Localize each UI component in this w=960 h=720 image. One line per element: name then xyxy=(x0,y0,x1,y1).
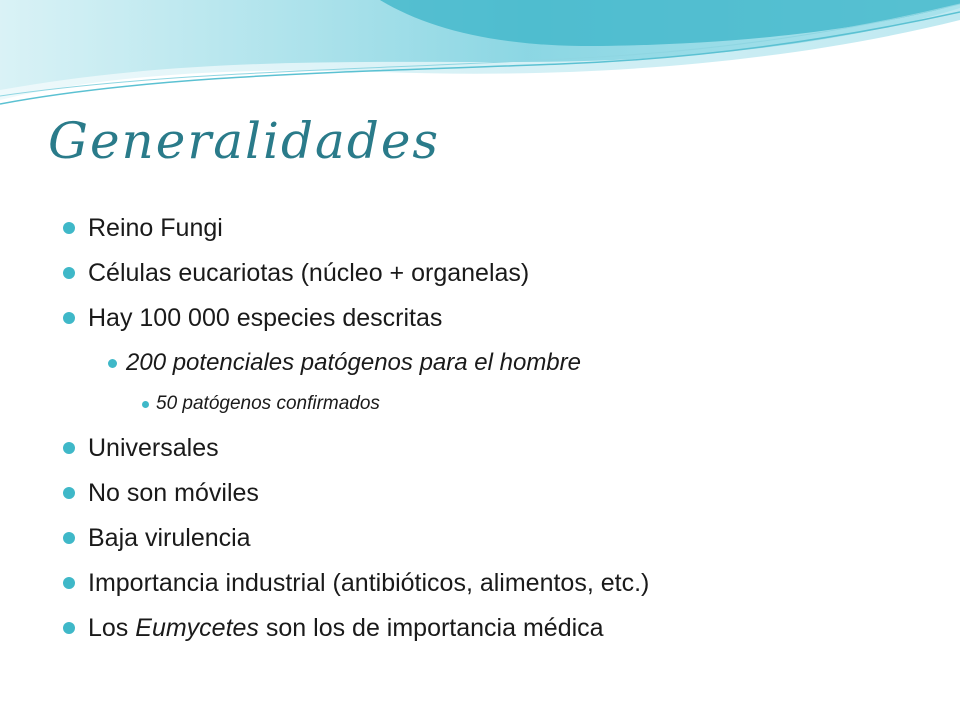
bullet-list xyxy=(62,208,942,653)
bullet-item xyxy=(62,608,942,653)
bullet-text: No son móviles xyxy=(88,479,259,507)
bullet-dot-icon xyxy=(63,312,75,324)
decorative-wave-header xyxy=(0,0,960,110)
sub-bullet-item xyxy=(62,343,942,388)
bullet-text-prefix: Los xyxy=(88,614,136,642)
bullet-item xyxy=(62,518,942,563)
bullet-dot-icon xyxy=(63,487,75,499)
bullet-text: Baja virulencia xyxy=(88,524,251,552)
bullet-dot-icon xyxy=(63,442,75,454)
bullet-dot-icon xyxy=(63,222,75,234)
slide-title: Generalidades xyxy=(48,112,441,170)
sub-sub-bullet-item xyxy=(62,388,942,428)
sub-sub-bullet-text: 50 patógenos confirmados xyxy=(156,393,380,414)
bullet-text: Reino Fungi xyxy=(88,214,223,242)
bullet-text: Importancia industrial (antibióticos, alimentos, etc.) xyxy=(88,569,650,597)
bullet-dot-icon xyxy=(63,267,75,279)
bullet-item xyxy=(62,473,942,518)
bullet-text: Células eucariotas (núcleo + organelas) xyxy=(88,259,530,287)
bullet-dot-icon xyxy=(63,532,75,544)
bullet-item xyxy=(62,208,942,253)
bullet-text-suffix: son los de importancia médica xyxy=(258,614,604,642)
bullet-item xyxy=(62,298,942,343)
bullet-item xyxy=(62,563,942,608)
bullet-dot-icon xyxy=(63,577,75,589)
bullet-text: Hay 100 000 especies descritas xyxy=(88,304,443,332)
emphasized-term: Eumycetes xyxy=(135,614,259,642)
sub-bullet-text: 200 potenciales patógenos para el hombre xyxy=(126,349,581,376)
bullet-dot-icon xyxy=(63,622,75,634)
bullet-text: Universales xyxy=(88,434,219,462)
bullet-dot-icon xyxy=(142,401,149,408)
bullet-item xyxy=(62,253,942,298)
bullet-item xyxy=(62,428,942,473)
bullet-dot-icon xyxy=(108,359,117,368)
